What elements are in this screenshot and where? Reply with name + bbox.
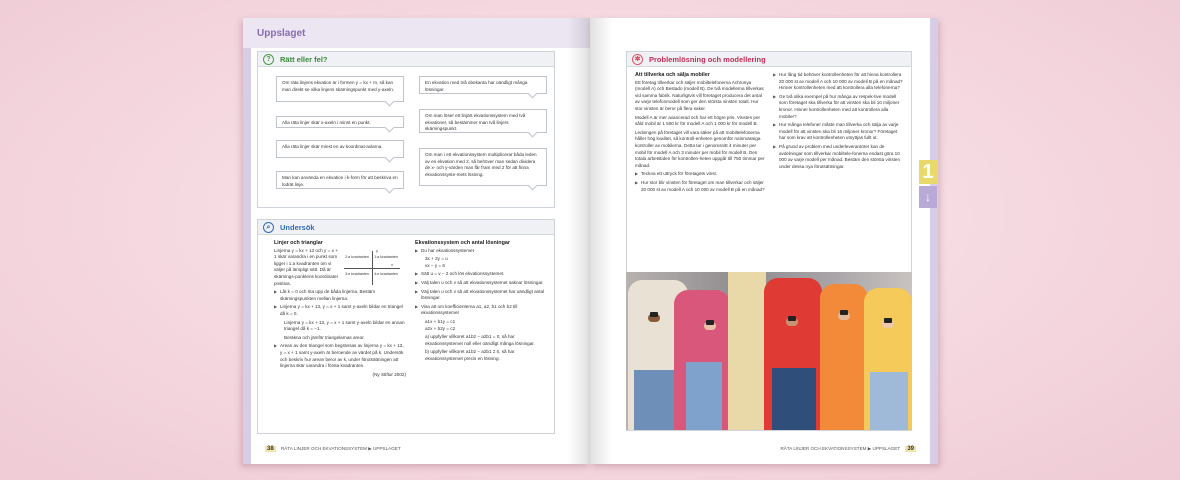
quadrant-label: 4:e kvadranten (374, 272, 398, 276)
problem-paragraph: Ledningen på företaget vill vara säker på att mobiltelefonerna håller hög kvalitet, så kontroll-enheten genomför rutinmässiga kontroller av mobilerna. Detta tar i genomsnitt 4 minuter per mobil för modell A och 3 minuter per mobil för modell B. Den totala arbetstiden för kontrollen-heten uppgår till 750 timmar per månad. (635, 129, 765, 168)
page-number: 38 (267, 446, 274, 452)
quadrant-label: 3:e kvadranten (345, 272, 369, 276)
ratt-eller-fel-title: Rätt eller fel? (280, 55, 328, 64)
left-page (243, 18, 590, 464)
problem-right-column (773, 72, 905, 172)
statement-card: Man kan använda en ekvation i k-form för att beskriva en lodrät linje. (276, 171, 404, 189)
page-number: 39 (907, 446, 914, 452)
statement-card: Alla räta linjer skär minst en av koordinat-axlarna. (276, 140, 404, 158)
problem-paragraph: Modell A är mer avancerad och har ett högre pris. Vinsten per såld mobil är 1 500 kr för modell A och 1 000 kr för modell B. (635, 114, 761, 127)
quadrant-diagram (344, 251, 400, 285)
statement-card: Om räta linjens ekvation är i formen y = kx + m, så kan man direkt se vilka linjens skärningspunkt med y-axeln. (276, 76, 404, 102)
problem-heading: Att tillverka och sälja mobiler (635, 72, 710, 78)
magnifier-icon: ⌕ (263, 222, 274, 233)
phone-icon (650, 312, 658, 317)
equation: a2x + b2y = c2 (425, 325, 456, 331)
problem-header (627, 52, 911, 67)
y-axis (372, 251, 373, 285)
down-arrow-icon: ↓ (919, 186, 937, 208)
quadrant-label: 2:a kvadranten (345, 255, 369, 259)
statement-card: Alla räta linjer skär x-axeln i minst en punkt. (276, 116, 404, 128)
jeans (686, 362, 722, 430)
task-sub: Beräkna och jämför triangelarnas areor. (284, 334, 365, 340)
task-item: ▶ På grund av problem med underleverantörer kan de avdelningar som tillverkar mobiltele-fonerna endast göra 10 000 av varje modell per månad. Bestäm den största vinsten under dessa nya förutsättningar. (773, 144, 905, 170)
page-footer-left (265, 446, 401, 452)
task-item: ▶ Hur många telefoner måste man tillverka och sälja av varje modell för att vinsten ska bli 16 miljoner kronor? Företaget har som krav att kontrollenheten utnyttjas fullt ut. (773, 122, 905, 142)
chapter-tab-right: 1 (919, 160, 937, 184)
y-axis-label: y (376, 249, 378, 253)
task-item: ▶ Ge två olika exempel på hur många av respek-tive modell som företaget ska tillverka för att vinsten ska bli 10 miljoner kronor. Hinner kontrollenheten med att kontrollera alla mobiler? (773, 94, 905, 120)
ratt-eller-fel-header (258, 52, 554, 67)
equation: a1x + b1y = c1 (425, 318, 456, 324)
equation-system (415, 256, 545, 269)
task-item: ▶ Linjerna y = kx + 13, y = x + 1 samt y-axeln bildar en triangel då k = 0. (274, 304, 406, 317)
task-item: ▶ Du har ekvationssystemet (415, 248, 545, 255)
task-sub: a) uppfyller villkoret a1b2 − a2b1 = 0, så har ekvationssystemet noll eller oändligt många lösningar. (425, 334, 535, 346)
page-edge-strip (930, 18, 938, 464)
task-item: ▶ Sätt u = v − 2 och lös ekvationssystemet. (415, 271, 545, 278)
problem-left-column (635, 72, 767, 195)
x-axis-label: x (391, 263, 393, 267)
task-item: ▶ Teckna ett uttryck för företagets vinst. (635, 171, 767, 178)
equation: 3x + 2y = u (425, 256, 448, 262)
jeans (870, 372, 908, 430)
task-sub: b) uppfyller villkoret a1b2 − a2b1 ≠ 0, så har ekvationssystemet precis en lösning. (425, 349, 515, 361)
phone-icon (884, 318, 892, 323)
undersok-box (257, 219, 555, 434)
ratt-eller-fel-box (257, 51, 555, 208)
page-footer-right (780, 446, 916, 452)
lightbulb-icon: ✱ (632, 54, 643, 65)
gutter-shadow (590, 18, 612, 464)
statement-card: Om man löser ett linjärt ekvationssystem med två ekvationer, så bestämmer man två linjers skärningspunkt. (419, 109, 547, 133)
equation-system (415, 319, 545, 332)
ekvationssystem-column (415, 240, 545, 365)
running-footer: RÄTA LINJER OCH EKVATIONSSYSTEM ▶ UPPSLAGET (780, 446, 901, 451)
open-book (243, 18, 938, 464)
page-edge-strip (243, 18, 251, 464)
task-item: ▶ Hur lång tid behöver kontrollenheten för att hinna kontrollera 20 000 st av modell A och 10 000 av modell B på en månad? Hinner kontrollenheten med att kontrollera alla telefonerna? (773, 72, 905, 92)
equation: vx − y = 6 (425, 262, 445, 268)
person-khaki (728, 272, 766, 430)
section-label: Uppslaget (257, 28, 306, 39)
task-item: ▶ Välj talen u och v så att ekvationssystemet saknar lösningar. (415, 280, 545, 287)
jeans (772, 368, 816, 430)
task-item: ▶ Hur stor blir vinsten för företaget om man tillverkar och säljer 20 000 st av modell A och 10 000 av modell B på en månad? (635, 180, 767, 193)
problem-title: Problemlösning och modellering (649, 55, 766, 64)
task-item: ▶ Välj talen u och v så att ekvationssystemet har oändligt antal lösningar. (415, 289, 545, 302)
ekv-heading: Ekvationssystem och antal lösningar (415, 240, 510, 246)
phone-icon (706, 320, 714, 325)
statement-card: En ekvation med två obekanta har oändligt många lösningar. (419, 76, 547, 94)
undersok-title: Undersök (280, 223, 315, 232)
task-item: ▶ Låt k = 0 och rita upp de båda linjerna. Bestäm skärningspunkten mellan linjerna. (274, 289, 406, 302)
statement-card: Om man i ett ekvationssystem multiplicerar båda leden av en ekvation med 2, så behöver man sedan dividera de x- och y-värden man får fram med 2 för att finna ekvationssyste-mets lösning. (419, 148, 547, 186)
problem-paragraph: Ett företag tillverkar och säljer mobiltelefonerna Achronya (modell A) och Bestado (modell B). De två modellerna tillverkas vid samma fabrik. Naturligtvis vill företaget producera det antal av varje telefonmodell som ger den största vinsten totalt. Hur stor vinsten är beror på flera saker. (635, 79, 764, 111)
phone-icon (840, 310, 848, 315)
task-sub: Linjerna y = kx + 13, y = x + 1 samt y-axeln bildar en annan triangel då k = −1. (284, 319, 405, 332)
quadrant-label: 1:a kvadranten (374, 255, 398, 259)
linjer-intro: Linjerna y = kx + 13 och y = x + 1 skär varandra i en punkt som ligger i 1:a kvadranten om vi väljer på lämpligt sätt. Då är skärnings-punktens koordinater positiva. (274, 247, 339, 286)
photo-people-with-phones (626, 272, 912, 430)
task-item: ▶ Arean av den triangel som begränsas av linjerna y = kx + 13, y = x + 1 samt y-axeln är beroende av värdet på k. Undersök och beskriv hur arean beror av k, under förutsättningen att linjerna skär varandra i första kvadranten. (274, 343, 406, 369)
source-note: (Ny Stiftur 2002) (372, 371, 406, 377)
speech-bubble-icon: ? (263, 54, 274, 65)
gutter-shadow (568, 18, 590, 464)
task-item: ▶ Visa att om koefficienterna a1, a2, b1 och b2 till ekvationssystemet (415, 304, 545, 317)
linjer-heading: Linjer och trianglar (274, 240, 323, 246)
right-page (590, 18, 938, 464)
running-footer: RÄTA LINJER OCH EKVATIONSSYSTEM ▶ UPPSLAGET (280, 446, 401, 451)
person-orange-shirt (820, 284, 868, 430)
phone-icon (788, 316, 796, 321)
undersok-header (258, 220, 554, 235)
